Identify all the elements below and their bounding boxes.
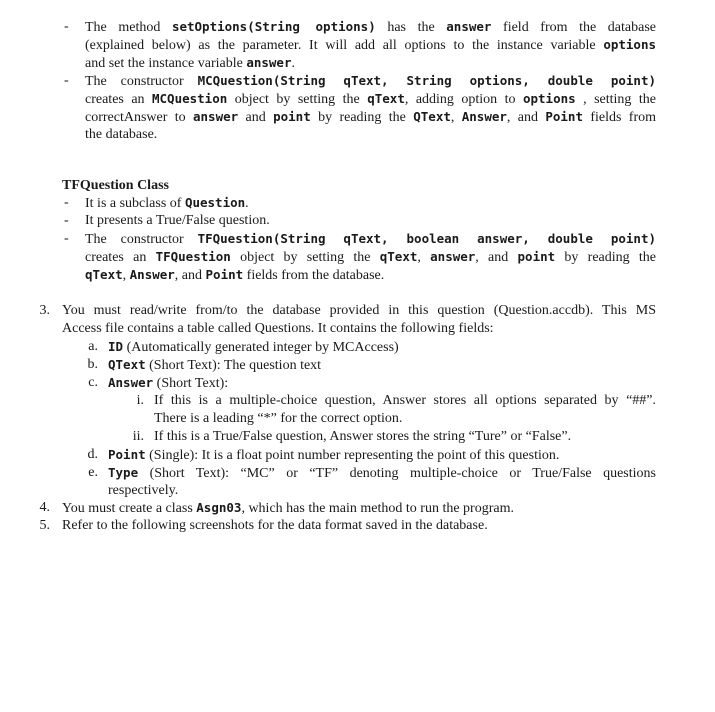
field-id: ID (Automatically generated integer by MCAccess) — [108, 339, 399, 355]
mc-setoptions-line-2: (explained below) as the parameter. It will add all options to the instance variable options — [85, 37, 656, 53]
field-type-line-1: Type (Short Text): “MC” or “TF” denoting multiple-choice or True/False questions — [108, 465, 656, 481]
item-5-line: Refer to the following screenshots for the data format saved in the database. — [62, 518, 488, 533]
tf-heading: TFQuestion Class — [62, 178, 169, 193]
tf-presents-line: It presents a True/False question. — [85, 213, 270, 228]
item-4-line: You must create a class Asgn03, which has the main method to run the program. — [62, 500, 514, 516]
tf-constructor-line-1: The constructor TFQuestion(String qText, boolean answer, double point) — [85, 231, 656, 247]
answer-mc-line-1: If this is a multiple-choice question, Answer stores all options separated by “##”. — [154, 393, 656, 408]
mc-constructor-line-3: correctAnswer to answer and point by reading the QText, Answer, and Point fields from — [85, 109, 657, 125]
bullet-dash: - — [64, 231, 69, 246]
field-letter: a. — [88, 339, 98, 354]
item-number: 4. — [39, 500, 50, 515]
bullet-dash: - — [64, 19, 69, 34]
mc-setoptions-line-3: and set the instance variable answer. — [85, 55, 295, 71]
sub-numeral: i. — [136, 393, 144, 408]
field-letter: c. — [88, 375, 98, 390]
sub-numeral: ii. — [132, 429, 144, 444]
item-3-line-1: You must read/write from/to the database provided in this question (Question.accdb). This MS — [62, 303, 656, 318]
item-number: 3. — [39, 303, 50, 318]
mc-constructor-line-4: the database. — [85, 127, 158, 142]
answer-tf-line: If this is a True/False question, Answer stores the string “Ture” or “False”. — [154, 429, 572, 444]
tf-constructor-line-2: creates an TFQuestion object by setting the qText, answer, and point by reading the — [85, 249, 656, 265]
field-letter: d. — [87, 447, 98, 462]
mc-constructor-line-2: creates an MCQuestion object by setting the qText, adding option to options , setting the — [85, 91, 656, 107]
bullet-dash: - — [64, 195, 69, 210]
tf-constructor-line-3: qText, Answer, and Point fields from the database. — [85, 267, 385, 283]
answer-mc-line-2: There is a leading “*” for the correct option. — [154, 411, 403, 426]
field-letter: b. — [87, 357, 98, 372]
field-type-line-2: respectively. — [108, 483, 179, 498]
mc-setoptions-line-1: The method setOptions(String options) has the answer field from the database — [85, 19, 656, 35]
item-3-line-2: Access file contains a table called Questions. It contains the following fields: — [62, 321, 494, 336]
field-answer: Answer (Short Text): — [108, 375, 229, 391]
field-qtext: QText (Short Text): The question text — [108, 357, 322, 373]
mc-constructor-line-1: The constructor MCQuestion(String qText, String options, double point) — [85, 73, 656, 89]
bullet-dash: - — [64, 213, 69, 228]
field-letter: e. — [88, 465, 98, 480]
item-number: 5. — [39, 518, 50, 533]
tf-subclass-line: It is a subclass of Question. — [85, 195, 249, 211]
field-point: Point (Single): It is a float point number representing the point of this question. — [108, 447, 560, 463]
bullet-dash: - — [64, 73, 69, 88]
